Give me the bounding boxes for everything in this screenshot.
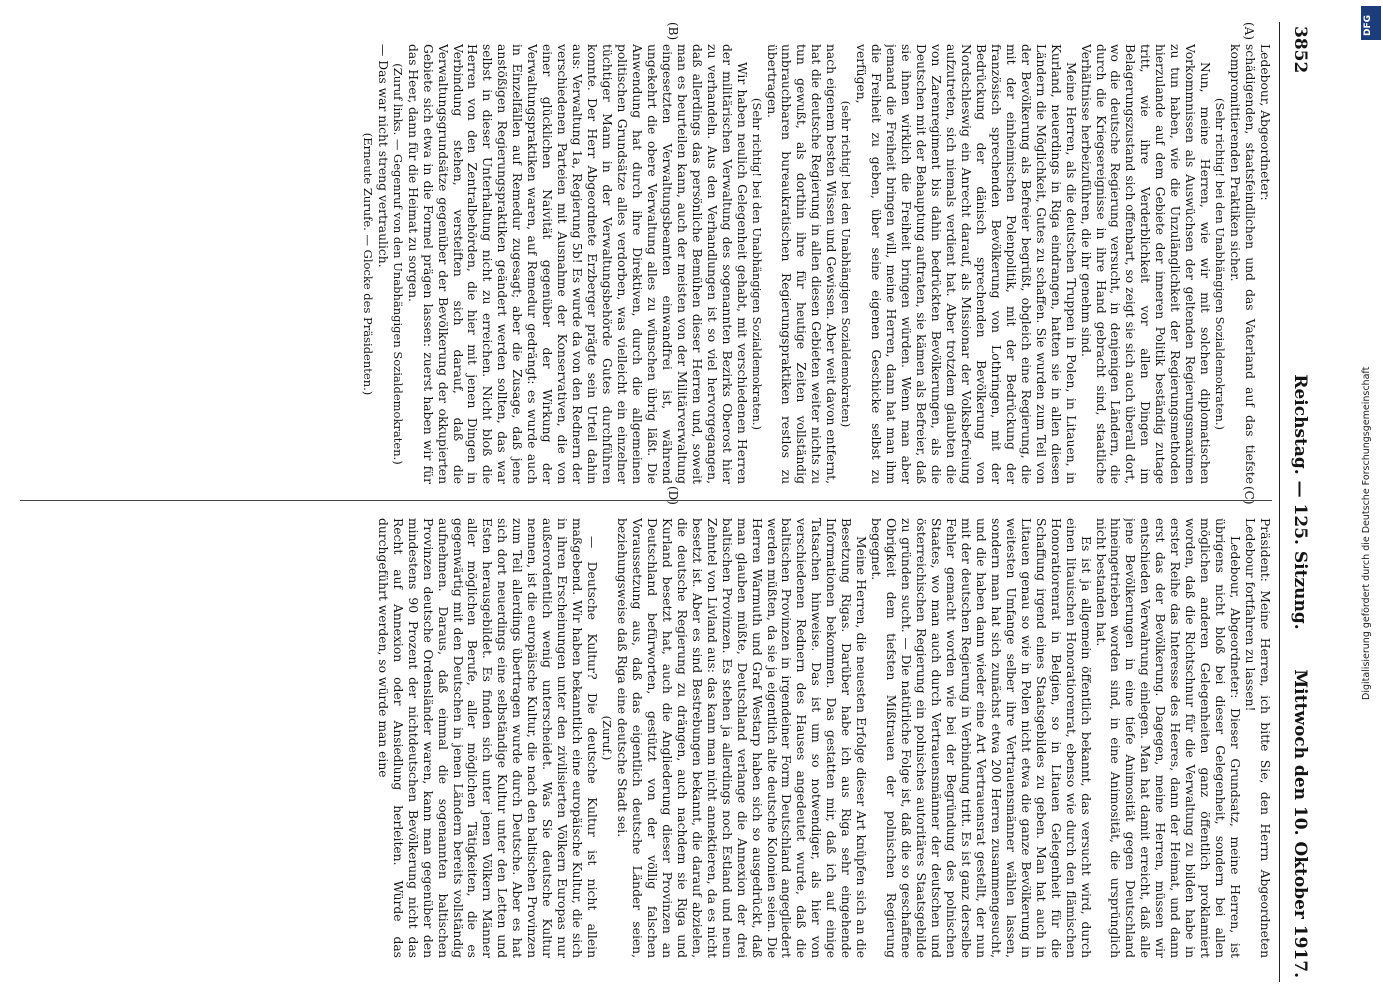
right-column (20, 518, 1272, 958)
page-number: 3852 (1290, 26, 1310, 74)
column-divider (20, 500, 1272, 501)
session-date: Mittwoch den 10. Oktober 1917. (1290, 669, 1310, 978)
page-header (1279, 22, 1320, 982)
left-column (20, 44, 1272, 484)
paragraph: Präsident: Meine Herren, ich bitte Sie, den Herrn Abgeordneten Ledebour fortfahren zu lassen! (1243, 518, 1272, 958)
newspaper-page (20, 22, 1320, 982)
paragraph: (sehr richtig! bei den Unabhängigen Sozialdemokraten) (839, 100, 854, 428)
running-title: Reichstag. — 125. Sitzung. (1290, 374, 1310, 630)
margin-marker-d: (D) (666, 486, 680, 505)
paragraph: Meine Herren, als die deutschen Truppen in Polen, in Litauen, in Kurland, neuerdings in Riga eindrangen, hatten sie in allen diesen Ländern die Möglichkeit, Gutes zu schaffen. Sie wurden zum Teil von der Bevölkerung als Befreier begrüßt, obgleich eine Regierung, die mit der einheimischen Polenpolitik, mit der Bedrückung der französisch sprechenden Bevölkerung von Lothringen, mit der Bedrückung der dänisch sprechenden Bevölkerung von Nordschleswig ein Anrecht darauf, als Missionar der Volksbefreiung aufzutreten, sich niemals verdient hat. Aber trotzdem glaubten die von Zarenregiment bis dahin bedrückten Bevölkerungen, als die Deutschen mit der Behauptung auftraten, sie kämen als Befreier, daß sie ihnen wirklich die Freiheit bringen würden. Wenn man aber jemand die Freiheit bringen will, meine Herren, dann hat man ihm die Freiheit zu geben, über seine eigenen Geschicke selbst zu verfügen, (854, 44, 1078, 484)
paragraph: — Deutsche Kultur? Die deutsche Kultur ist nicht allein maßgebend. Wir haben bekanntlich eine europäische Kultur, die sich in ihren Erscheinungen unter den zivilisierten Völkern Europas nur außerordentlich wenig unterscheidet. Was Sie deutsche Kultur nennen, ist die europäische Kultur, die nach den baltischen Provinzen zum Teil allerdings übertragen wurde durch Deutsche. Aber es hat sich dort neuerdings eine selbständige Kultur unter den Letten und Esten herausgebildet. Es finden sich unter jenen Völkern Männer aller möglichen Berufe, aller möglichen Tätigkeiten, die es gegenwärtig mit den Deutschen in jenen Ländern bereits vollständig aufnehmen. Daraus, daß einmal die sogenannten baltischen Provinzen deutsche Ordensländer waren, kann man gegenüber den mindestens 90 Prozent der nichtdeutschen Bevölkerung nicht das Recht auf Annexion oder Ansiedlung herleiten. Würde das durchgeführt werden, so würde man eine (375, 518, 600, 958)
paragraph: nach eigenem besten Wissen und Gewissen. Aber weit davon entfernt, hat die deutsche Regierung in allen diesen Gebieten weiter nichts zu tun gewußt, als dorthin ihre für heutige Zeiten vollständig unbrauchbaren bureaukratischen Regierungspraktiken restlos zu übertragen. (764, 44, 839, 484)
dfg-logo: DFG (1361, 6, 1381, 40)
paragraph: (Sehr richtig! bei den Unabhängigen Sozialdemokraten.) (1213, 97, 1228, 431)
digitization-credit (1361, 10, 1379, 700)
margin-marker-b: (B) (666, 22, 680, 41)
paragraph: Ledebour, Abgeordneter: (1258, 44, 1272, 201)
paragraph: (Sehr richtig! bei den Unabhängigen Sozialdemokraten.) (749, 97, 764, 431)
paragraph: (Zuruf links. — Gegenruf von den Unabhängigen Sozialdemokraten.) (390, 63, 405, 465)
paragraph: Es ist ja allgemein öffentlich bekannt, das versucht wird, durch einen litauischen Honoratiorenrat, ebenso wie durch den flämischen Honoratiorenrat in Belgien, so in Litauen Gelegenheit für die Schaffung irgend eines Staatsgebildes zu geben. Man hat auch in Litauen genau so wie in Polen nicht etwa die ganze Bevölkerung in weitesten Umfange selber ihre Vertrauensmänner wählen lassen, sondern man hat sich zunächst etwa 200 Herren zusammengesucht, und die haben dann wieder eine Art Vertrauensrat gestellt, der nun mit der deutschen Regierung in Verbindung tritt. Es ist ganz derselbe Fehler gemacht worden wie bei der Begründung des polnischen Staates, wo man auch durch Vertrauensmänner der deutschen und österreichischen Regierung ein polnisches autoritäres Staatsgebilde zu gründen sucht. — Die natürliche Folge ist, daß die so geschaffene Obrigkeit dem tiefsten Mißtrauen der polnischen Regierung begegnet. (869, 518, 1093, 958)
paragraph: Meine Herren, die neuesten Erfolge dieser Art knüpfen sich an die Besetzung Rigas. Darüber habe ich aus Riga sehr eingehende Informationen bekommen. Das gestatten mir, daß ich auf einige Tatsachen hinweise. Das ist um so notwendiger, als hier von verschiedenen Rednern des Hauses angedeutet wurde, daß die baltischen Provinzen in irgendeiner Form Deutschland angegliedert werden müßten, da sie ja eigentlich alte deutsche Kolonien seien. Die Herren Warmuth und Graf Westarp haben sich so ausgedrückt, daß man glauben müßte, Deutschland verlange die Annexion der drei baltischen Provinzen. Es stehen ja allerdings noch Estland und neun Zehntel von Livland aus: das kann man nicht annektieren, da es nicht besetzt ist. Aber es sind Bestrebungen bekannt, die darauf abzielen, die deutsche Regierung zu drängen, auch nachdem sie Riga und Kurland besetzt hat, auch die Angliederung dieser Provinzen an Deutschland befürworten, gestützt von der völlig falschen Voraussetzung aus, daß das eigentlich deutsche Länder seien, beziehungsweise daß Riga eine deutsche Stadt sei. (615, 518, 869, 958)
margin-marker-c: (C) (1242, 486, 1256, 505)
paragraph: Ledebour, Abgeordneter: Dieser Grundsatz, meine Herren, ist übrigens nicht bloß bei dieser Gelegenheit, sondern bei allen möglichen anderen Gelegenheiten ganz öffentlich proklamiert worden, daß die Richtschnur für die Verwaltung zu bilden habe in erster Reihe das Interesse des Heeres, dann der Heimat, und dann erst das der Bevölkerung. Dagegen, meine Herren, müssen wir entschieden Verwahrung einlegen. Man hat damit erreicht, daß alle jene Bevölkerungen in eine tiefe Animosität gegen Deutschland hineingetrieben worden sind, in eine Animosität, die ursprünglich nicht bestanden hat. (1093, 518, 1243, 958)
paragraph: — Das war nicht streng vertraulich. (375, 44, 390, 268)
paragraph: Wir haben neulich Gelegenheit gehabt, mit verschiedenen Herren der militärischen Verwaltung des sogenannten Bezirks Oberost hier zu verhandeln. Aus den Verhandlungen ist so viel hervorgegangen, daß allerdings das persönliche Bemühen dieser Herren und, soweit man es beurteilen kann, auch der meisten von der Militärverwaltung eingesetzten Verwaltungsbeamten einwandfrei ist, während ungekehrt die obere Verwaltung alles zu wünschen übrig läßt. Die Anwendung hat durch ihre Direktiven, durch die allgemeinen politischen Grundsätze alles verdorben, was vielleicht ein einzelner tüchtiger Mann in der Verwaltungsbehörde Gutes durchführen konnte. Der Herr Abgeordnete Erzberger prägte sein Urteil dahin aus: Verwaltung 1a, Regierung 5b! Es wurde da von den Rednern der verschiedenen Parteien mit Ausnahme der Konservativen, die von einer glücklichen Naivität gegenüber der Wirkung der Verwaltungspraktiken waren, auf Remedur gedrängt: es wurde auch in Einzelfällen auf Remedur zugesagt; aber die Zusage, daß jene anstößigen Regierungspraktiken geändert werden sollten, das war selbst in dieser Unterhaltung nicht zu erreichen. Nicht bloß die Herren von den Zentralbehörden, die hier mit jenen Dingen in Verbindung stehen, versteiften sich darauf, daß die Verwaltungsgrundsätze gegenüber der Bevölkerung der okkupierten Gebiete sich etwa in die Formel prägen lassen: zuerst haben wir für das Heer, dann für die Heimat zu sorgen. (405, 44, 749, 484)
digitization-credit-text: Digitalisierung gefördert durch die Deutsche Forschungsgemeinschaft (1361, 366, 1372, 700)
paragraph: (Zuruf.) (600, 715, 615, 761)
paragraph: (Erneute Zurufe. — Glocke des Präsidenten.) (360, 132, 375, 396)
paragraph: schädigenden, staatsfeindlichen und das Vaterland auf das tiefste kompromittierenden Praktiken sicher. (1228, 44, 1258, 484)
paragraph: Nun, meine Herren, wie wir mit solchen diplomatischen Vorkommnissen als Auswüchsen der geltenden Regierungsmaximen zu tun haben, wie die Unzulänglichkeit der Regierungsmethoden hierzulande auf dem Gebiete der inneren Politik beständig zutage tritt, wie ihre Verderblichkeit vor allen Dingen im Belagerungszustand sich offenbart, so zeigt sie sich auch überall dort, wo die deutsche Regierung versucht, in denjenigen Ländern, die durch die Kriegsereignisse in ihre Hand gebracht sind, staatliche Verhältnisse herbeizuführen, die ihr genehm sind. (1078, 44, 1213, 484)
margin-marker-a: (A) (1242, 22, 1256, 41)
